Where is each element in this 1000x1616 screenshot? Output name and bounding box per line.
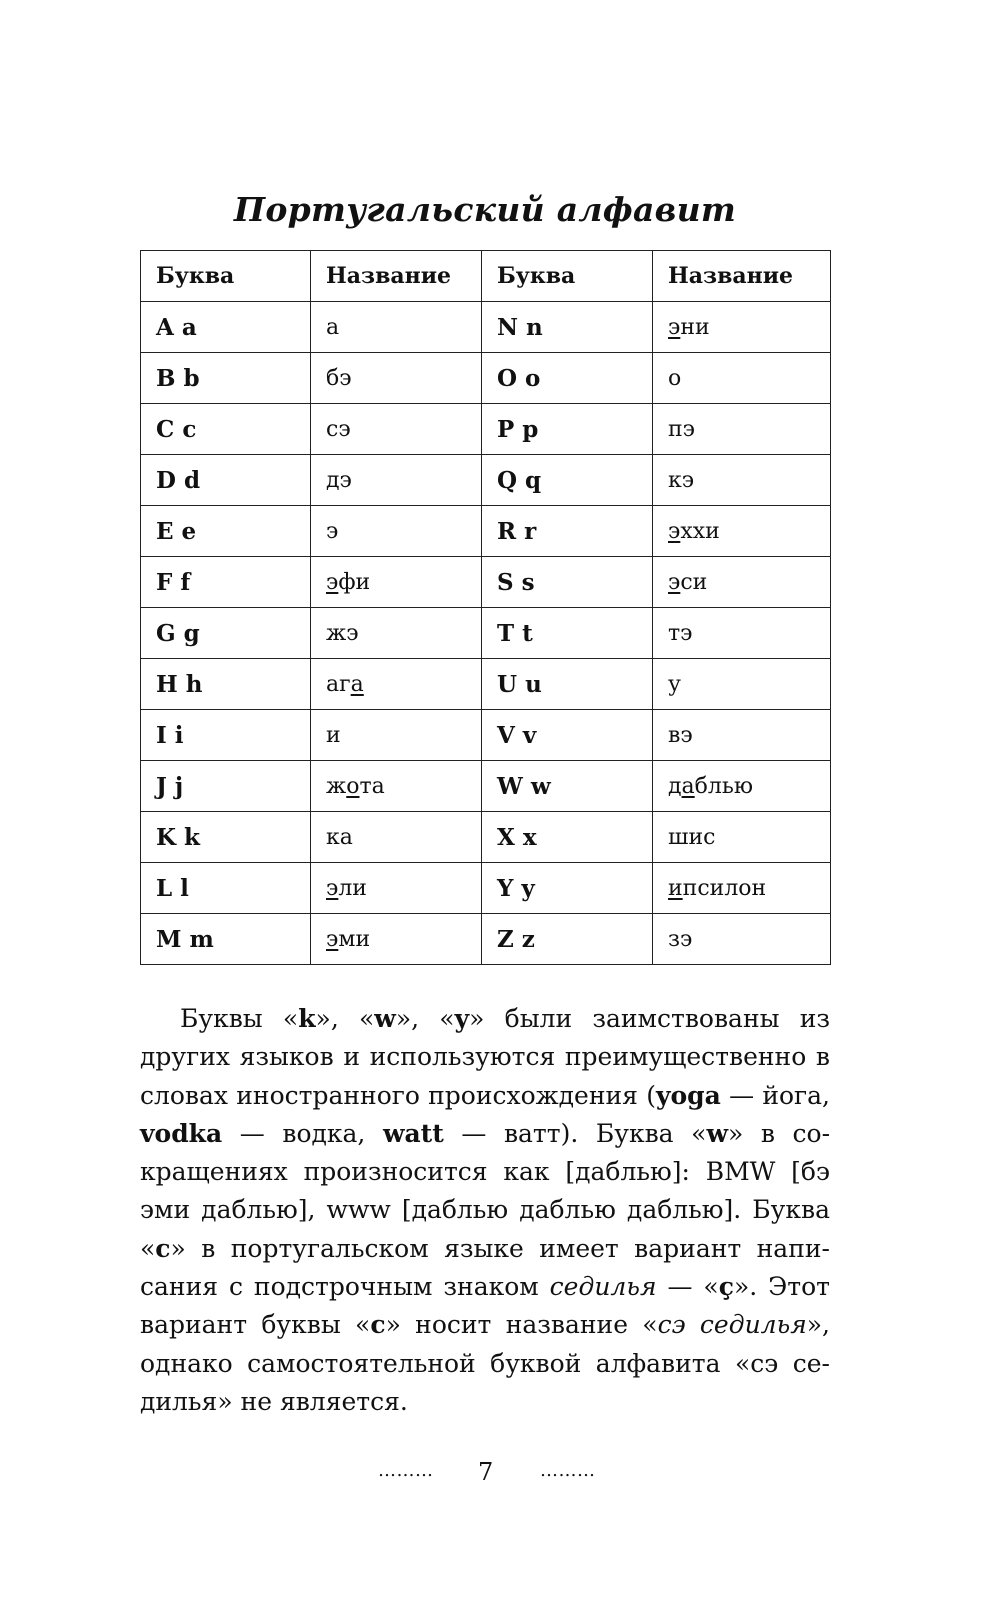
letter-cell: V v [482,710,653,761]
letter-cell: X x [482,812,653,863]
stressed-vowel: э [668,518,681,544]
letter-name-cell [311,404,482,455]
paragraph-text: Буквы « [180,1004,299,1033]
bold-term: w [374,1004,396,1033]
page-number: 7 [478,1458,494,1486]
bold-term: c [370,1310,386,1340]
paragraph-text: — ватт). Буква « [443,1118,707,1148]
paragraph-text: — водка, [222,1118,383,1148]
letter-cell: S s [482,557,653,608]
name-text: блью [694,773,754,799]
stressed-vowel: о [346,773,360,799]
name-text: ли [338,875,367,901]
name-text: э [326,518,339,544]
table-row [141,710,831,761]
letter-name-cell [311,506,482,557]
letter-cell: O o [482,353,653,404]
letter-name-cell [311,557,482,608]
name-text: и [326,722,341,748]
letter-name-cell [311,608,482,659]
bold-term: watt [382,1118,444,1148]
name-text: фи [338,569,371,595]
bold-term: k [298,1004,316,1033]
paragraph-text: » носит название « [385,1310,658,1340]
letter-name-cell [311,863,482,914]
bold-term: vodka [140,1118,223,1148]
name-text: дэ [326,467,352,493]
name-text: ни [680,314,710,340]
name-text: жэ [326,620,359,646]
paragraph-text: », « [315,1004,375,1033]
stressed-vowel: э [668,569,681,595]
name-text: пэ [668,416,695,442]
name-text: та [359,773,385,799]
header-letter-1: Буква [141,251,311,302]
stressed-vowel: э [326,569,339,595]
name-text: а [326,314,340,340]
stressed-vowel: э [668,314,681,340]
letter-name-cell [653,506,831,557]
table-row [141,659,831,710]
table-row [141,353,831,404]
letter-cell: K k [141,812,311,863]
paragraph-text: ». Этот вариант буквы « [140,1272,830,1340]
letter-cell: B b [141,353,311,404]
alphabet-table [140,250,831,965]
stressed-vowel: а [350,671,364,697]
table-header-row [141,251,831,302]
letter-name-cell [653,608,831,659]
letter-name-cell [311,455,482,506]
alphabet-table-body [141,302,831,965]
letter-cell: L l [141,863,311,914]
letter-cell: P p [482,404,653,455]
letter-name-cell [653,302,831,353]
italic-term: сэ седилья [657,1310,807,1340]
table-row [141,557,831,608]
table-row [141,455,831,506]
name-text: ж [326,773,347,799]
letter-cell: A a [141,302,311,353]
letter-name-cell [311,812,482,863]
letter-name-cell [653,761,831,812]
letter-cell: Q q [482,455,653,506]
letter-cell: E e [141,506,311,557]
letter-name-cell [311,659,482,710]
name-text: сэ [326,416,351,442]
letter-name-cell [653,710,831,761]
stressed-vowel: и [668,875,683,901]
letter-cell: Z z [482,914,653,965]
letter-name-cell [653,404,831,455]
table-row [141,404,831,455]
letter-cell: I i [141,710,311,761]
header-name-1: Название [311,251,482,302]
name-text: аг [326,671,351,697]
italic-term: седилья [549,1272,657,1302]
table-row [141,863,831,914]
paragraph-text: » были заимствованы из других языков и используются преимущественно в словах иностранного происхождения ( [140,1004,831,1110]
letter-cell: G g [141,608,311,659]
letter-name-cell [311,302,482,353]
name-text: бэ [326,365,352,391]
letter-cell: D d [141,455,311,506]
name-text: тэ [668,620,693,646]
letter-name-cell [653,812,831,863]
paragraph-text: — йога, [720,1080,830,1110]
name-text: о [668,365,682,391]
letter-name-cell [311,710,482,761]
letter-cell: J j [141,761,311,812]
letter-cell: F f [141,557,311,608]
stressed-vowel: э [326,926,339,952]
paragraph-text: » в португальском языке имеет вариант написания с подстрочным знаком [140,1233,830,1302]
page-footer [0,1458,1000,1498]
name-text: ми [338,926,371,952]
letter-cell: U u [482,659,653,710]
name-text: шис [668,824,716,850]
bold-term: w [706,1118,728,1148]
bold-term: yoga [655,1080,721,1110]
letter-name-cell [653,353,831,404]
letter-name-cell [653,557,831,608]
footer-dots-left: ……… [378,1460,434,1481]
letter-name-cell [653,914,831,965]
letter-name-cell [653,659,831,710]
table-row [141,761,831,812]
letter-cell: M m [141,914,311,965]
letter-cell: N n [482,302,653,353]
letter-cell: W w [482,761,653,812]
letter-name-cell [311,761,482,812]
paragraph-text: — « [656,1272,719,1302]
page-title: Португальский алфавит [233,190,737,229]
paragraph-text: », однако самостоятельной буквой алфавита «сэ седилья» не является. [140,1310,830,1416]
bold-term: c [155,1233,171,1263]
table-row [141,608,831,659]
name-text: у [668,671,681,697]
table-row [141,812,831,863]
name-text: зэ [668,926,693,952]
name-text: си [680,569,708,595]
stressed-vowel: а [681,773,695,799]
letter-name-cell [653,455,831,506]
letter-cell: R r [482,506,653,557]
letter-cell: C c [141,404,311,455]
letter-cell: Y y [482,863,653,914]
name-text: ххи [680,518,720,544]
name-text: псилон [682,875,767,901]
footer-dots-right: ……… [540,1460,596,1481]
stressed-vowel: э [326,875,339,901]
letter-cell: H h [141,659,311,710]
letter-cell: T t [482,608,653,659]
name-text: д [668,773,682,799]
paragraph-text: », « [395,1004,455,1033]
name-text: кэ [668,467,695,493]
name-text: ка [326,824,353,850]
body-paragraph [140,1000,830,1421]
table-row [141,302,831,353]
letter-name-cell [653,863,831,914]
bold-term: y [454,1004,470,1033]
letter-name-cell [311,353,482,404]
header-name-2: Название [653,251,831,302]
name-text: вэ [668,722,693,748]
table-row [141,506,831,557]
bold-term: ç [718,1272,734,1302]
header-letter-2: Буква [482,251,653,302]
paragraph-text: » в сокращениях произносится как [даблью]: BMW [бэ эми даблью], www [даблью даблью даблью]. Буква « [140,1118,831,1263]
table-row [141,914,831,965]
letter-name-cell [311,914,482,965]
